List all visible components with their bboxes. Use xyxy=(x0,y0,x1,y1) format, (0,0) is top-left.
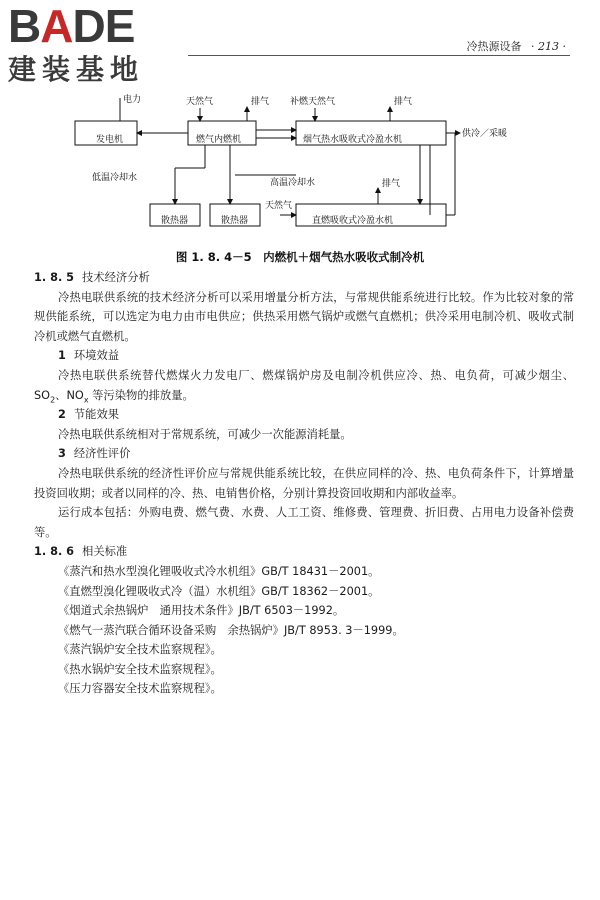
label-exhaust-2: 排气 xyxy=(394,97,413,107)
paragraph-3: 冷热电联供系统相对于常规系统，可减少一次能源消耗量。 xyxy=(58,427,352,441)
paragraph-1: 冷热电联供系统的技术经济分析可以采用增量分析方法，与常规供能系统进行比较。作为比较对象的常规供能系统，可以选定为电力由市电供应；供热采用燃气锅炉或燃气直燃机；供冷采用电制冷机、吸收式制冷机或燃气直燃机。 xyxy=(34,290,574,343)
standard-item: 《燃气一蒸汽联合循环设备采购 余热锅炉》JB/T 8953. 3－1999。 xyxy=(58,623,404,637)
label-high-temp: 高温冷却水 xyxy=(270,178,316,188)
label-exhaust-1: 排气 xyxy=(251,97,270,107)
bade-logo xyxy=(8,2,178,90)
label-power: 电力 xyxy=(123,95,142,105)
paragraph-5: 运行成本包括：外购电费、燃气费、水费、人工工资、维修费、管理费、折旧费、占用电力设备补偿费等。 xyxy=(34,506,574,539)
subheading-3: 3 经济性评价 xyxy=(58,447,131,461)
body-text xyxy=(34,268,574,699)
label-radiator-2: 散热器 xyxy=(221,216,249,226)
label-low-temp: 低温冷却水 xyxy=(92,173,138,183)
label-supp-gas: 补燃天然气 xyxy=(290,97,336,107)
label-engine: 燃气内燃机 xyxy=(196,135,242,145)
subheading-1: 1 环境效益 xyxy=(58,349,120,363)
logo-subtitle: 建装基地 xyxy=(8,53,145,86)
label-direct-fired: 直燃吸收式冷盈水机 xyxy=(312,216,394,226)
section-heading-186: 1. 8. 6 相关标准 xyxy=(34,545,128,559)
page-number: · 213 · xyxy=(531,40,566,53)
paragraph-2: 冷热电联供系统替代燃煤火力发电厂、燃煤锅炉房及电制冷机供应冷、热、电负荷，可减少烟尘、$SO_2$、$NO_x$ 等污染物的排放量。 xyxy=(34,368,574,404)
subheading-2: 2 节能效果 xyxy=(58,408,120,422)
standard-item: 《直燃型溴化锂吸收式冷（温）水机组》GB/T 18362－2001。 xyxy=(58,584,380,598)
header-rule xyxy=(188,55,570,56)
figure-caption: 图 1. 8. 4－5 内燃机＋烟气热水吸收式制冷机 xyxy=(175,250,425,264)
diagram-svg xyxy=(60,90,580,240)
label-generator: 发电机 xyxy=(96,135,124,145)
label-gas-1: 天然气 xyxy=(186,97,214,107)
system-diagram xyxy=(60,90,580,240)
label-supply: 供冷／采暖 xyxy=(462,129,508,139)
standard-item: 《压力容器安全技术监察规程》。 xyxy=(58,682,222,696)
label-radiator-1: 散热器 xyxy=(161,216,189,226)
section-heading-185: 1. 8. 5 技术经济分析 xyxy=(34,271,150,284)
logo-brand: BADE xyxy=(8,0,135,52)
running-head xyxy=(467,38,566,54)
label-gas-2: 天然气 xyxy=(265,201,293,211)
label-exhaust-3: 排气 xyxy=(382,179,401,189)
running-head-title: 冷热源设备 xyxy=(466,40,522,53)
label-absorber: 烟气热水吸收式冷盈水机 xyxy=(303,135,403,145)
standard-item: 《烟道式余热锅炉 通用技术条件》JB/T 6503－1992。 xyxy=(58,604,345,618)
standard-item: 《蒸汽和热水型溴化锂吸收式冷水机组》GB/T 18431－2001。 xyxy=(58,564,380,578)
standard-item: 《蒸汽锅炉安全技术监察规程》。 xyxy=(58,643,222,657)
paragraph-4: 冷热电联供系统的经济性评价应与常规供能系统比较，在供应同样的冷、热、电负荷条件下，计算增量投资回收期；或者以同样的冷、热、电销售价格，分别计算投资回收期和内部收益率。 xyxy=(34,466,574,500)
standard-item: 《热水锅炉安全技术监察规程》。 xyxy=(58,662,222,676)
